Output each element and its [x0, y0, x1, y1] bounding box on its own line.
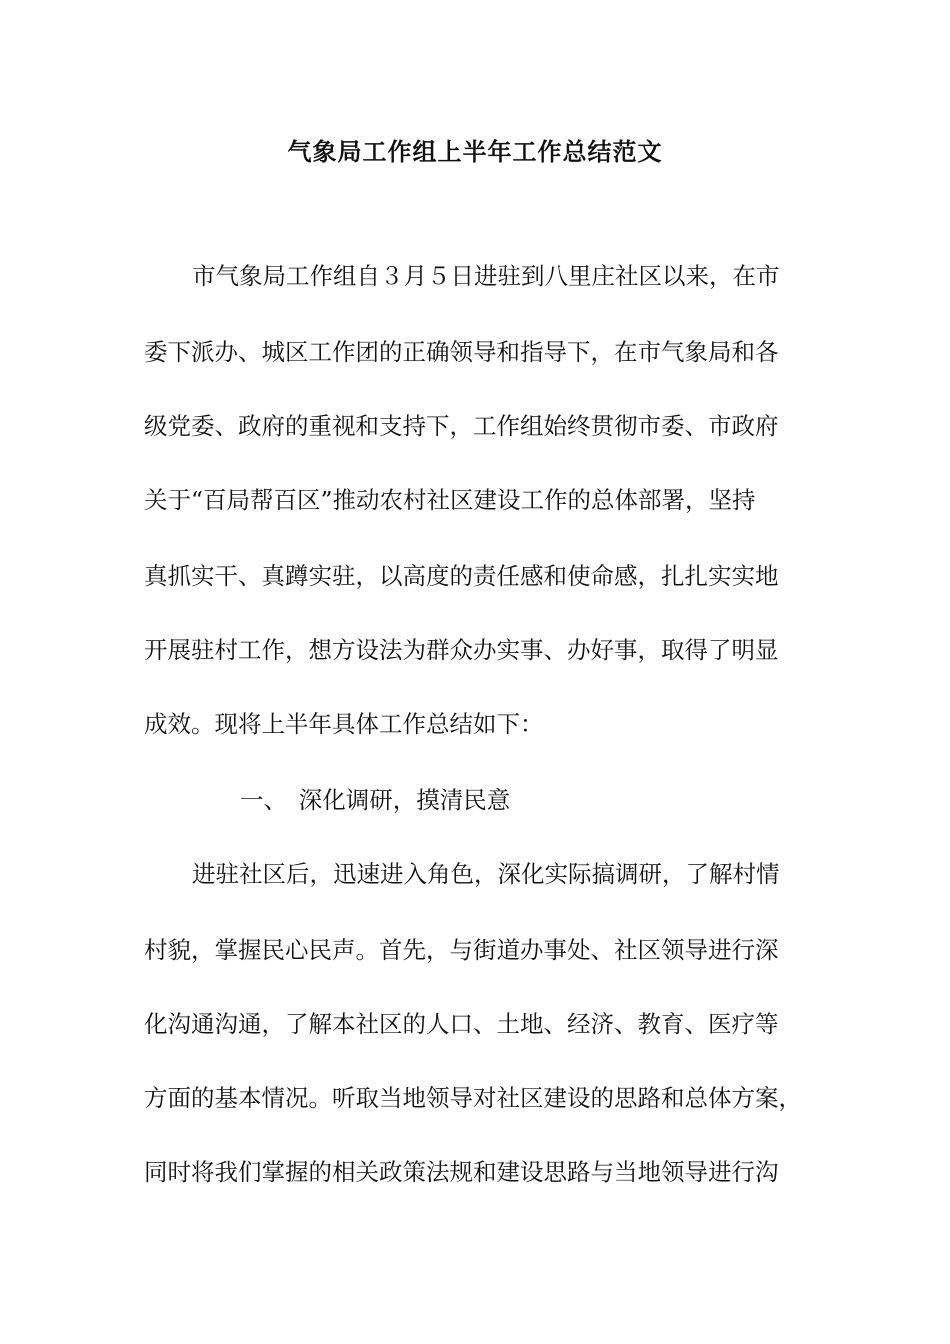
paragraph-line: 级党委、政府的重视和支持下，工作组始终贯彻市委、市政府	[144, 412, 779, 440]
paragraph-line: 进驻社区后，迅速进入角色，深化实际搞调研，了解村情	[192, 860, 780, 888]
document-title: 气象局工作组上半年工作总结范文	[287, 137, 663, 166]
paragraph-line: 委下派办、城区工作团的正确领导和指导下，在市气象局和各	[144, 338, 779, 366]
paragraph-line: 真抓实干、真蹲实驻，以高度的责任感和使命感，扎扎实实地	[144, 562, 779, 590]
paragraph-line: 关于“百局帮百区”推动农村社区建设工作的总体部署，坚持	[144, 486, 756, 514]
paragraph-line: 方面的基本情况。听取当地领导对社区建设的思路和总体方案，	[144, 1084, 802, 1112]
paragraph-line: 市气象局工作组自３月５日进驻到八里庄社区以来，在市	[192, 262, 780, 290]
paragraph-line: 村貌，掌握民心民声。首先，与街道办事处、社区领导进行深	[144, 936, 779, 964]
paragraph-line: 化沟通沟通，了解本社区的人口、土地、经济、教育、医疗等	[144, 1010, 779, 1038]
section-heading: 一、 深化调研，摸清民意	[240, 786, 511, 814]
paragraph-line: 成效。现将上半年具体工作总结如下：	[144, 710, 544, 738]
paragraph-line: 同时将我们掌握的相关政策法规和建设思路与当地领导进行沟	[144, 1158, 779, 1186]
paragraph-line: 开展驻村工作，想方设法为群众办实事、办好事，取得了明显	[144, 636, 779, 664]
